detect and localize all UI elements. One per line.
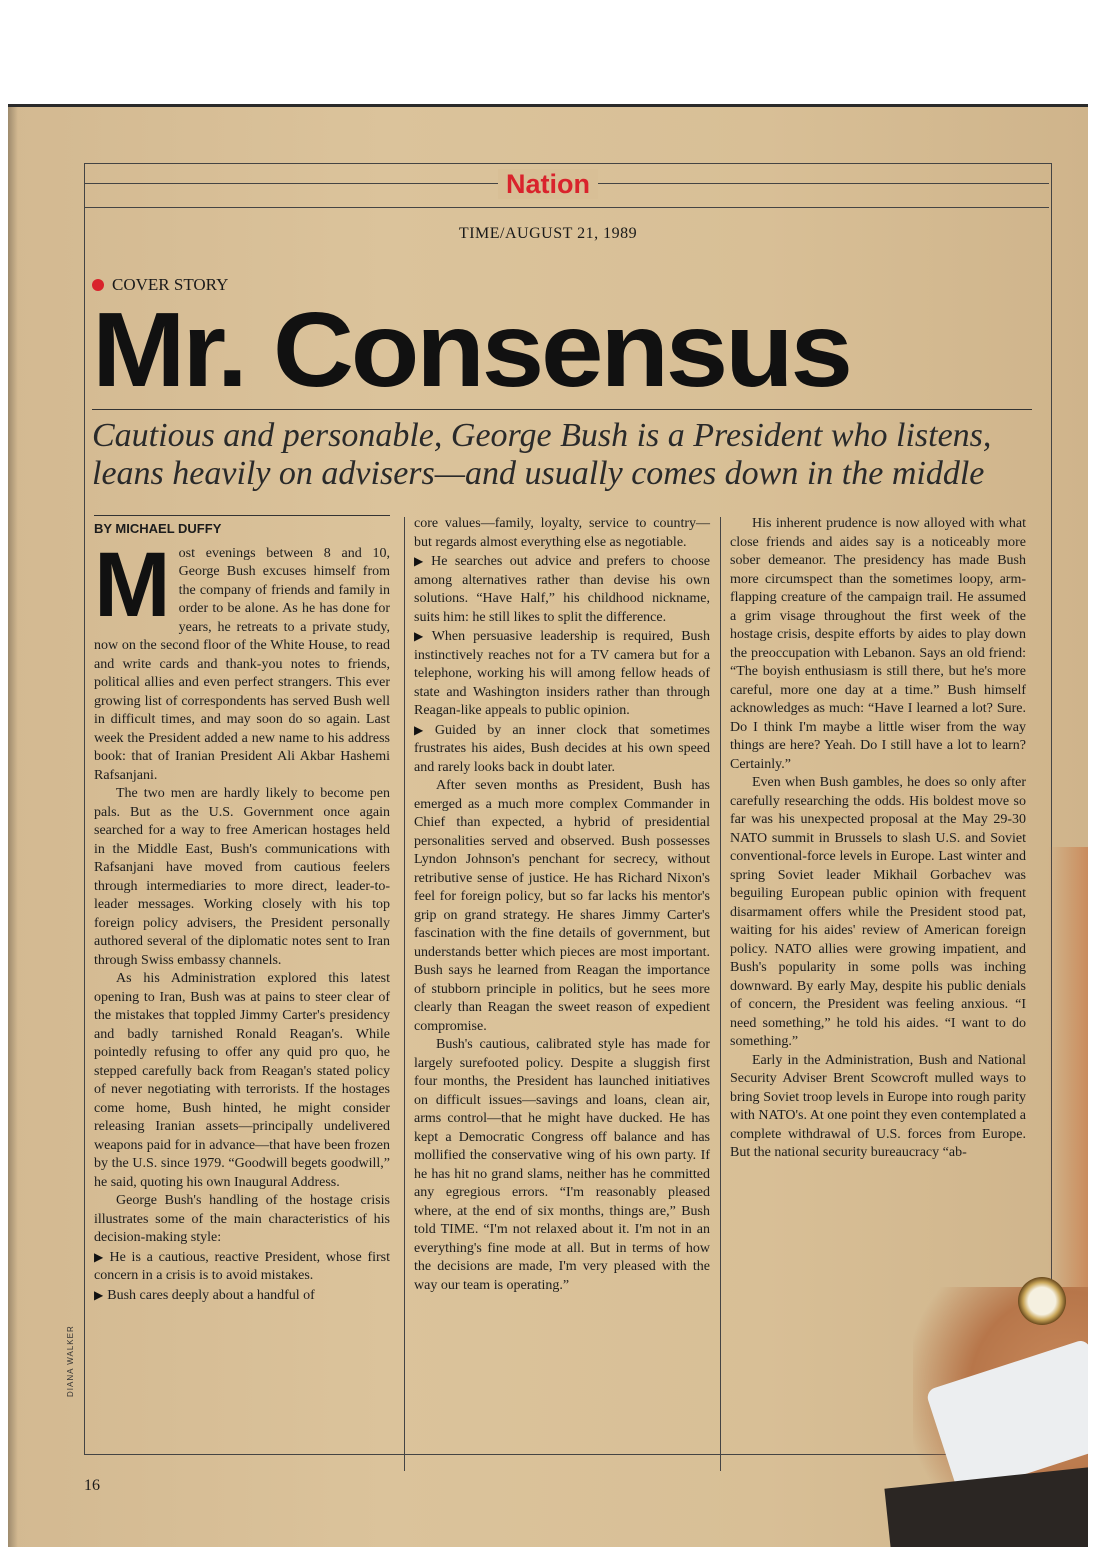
triangle-bullet-icon: ▶ [94, 1287, 104, 1302]
paragraph: His inherent prudence is now alloyed with what close friends and aides say is a noticeably more sober demeanor. The presidency has made Bush more circumspect than the sometimes loopy, arm-flapping creature of the campaign trail. He assumed a grim visage throughout the first week of the hostage crisis, despite efforts by aides to play down the preoccupation with Lebanon. Says an old friend: “The boyish enthusiasm is still there, but he's more careful, more one day at a time.” Bush himself acknowledges as much: “Have I learned a lot? Sure. Do I think I'm maybe a little wiser from the way things are here? Yeah. Do I still have a lot to learn? Certainly.” [730, 516, 1026, 772]
paragraph: core values—family, loyalty, service to country—but regards almost everything else as negotiable. [414, 516, 710, 550]
red-bullet-icon [92, 279, 104, 291]
bullet-text: He is a cautious, reactive President, whose first concern in a crisis is to avoid mistakes. [94, 1249, 390, 1283]
deck-rule [92, 409, 1032, 410]
drop-cap: M [94, 533, 171, 636]
deck-line-1: Cautious and personable, George Bush is a President who listens, [92, 417, 992, 454]
section-rule-bottom [85, 207, 1049, 208]
photo-credit: DIANA WALKER [66, 1325, 75, 1397]
column-separator [404, 517, 405, 1471]
paragraph: Bush's cautious, calibrated style has made for largely surefooted policy. Despite a sluggish first four months, the President has launched initiatives on difficult issues—savings and loans, clean air, arms control—that he might have ducked. He has kept a Democratic Congress off balance and has mollified the conservative wing of his own party. If he has hit no grand slams, neither has he committed any egregious errors. “I'm reasonably pleased where, at the end of six months, things are,” Bush told TIME. “I'm not relaxed about it. I'm not in an everything's fine mode at all. But in terms of how the decisions are made, I'm very pleased with the way our team is operating.” [414, 1037, 710, 1293]
bullet-item [414, 721, 710, 778]
triangle-bullet-icon: ▶ [414, 629, 428, 643]
column-separator [720, 517, 721, 1471]
paragraph: Early in the Administration, Bush and National Security Adviser Brent Scowcroft mulled ways to bring Soviet troop levels in Europe into rough parity with NATO's. At one point they even contemplated a complete withdrawal of U.S. forces from Europe. But the national security bureaucracy “ab- [730, 1052, 1026, 1160]
article-column-2 [414, 515, 710, 1295]
bullet-text: He searches out advice and prefers to choose among alternatives rather than devise his own solutions. “Have Half,” his childhood nickname, suits him: he still likes to split the difference. [414, 554, 710, 625]
byline-rule [94, 515, 390, 516]
paragraph: After seven months as President, Bush has emerged as a much more complex Commander in Chief than expected, a hybrid of presidential personalities served and observed. Bush possesses Lyndon Johnson's penchant for secrecy, without retributive sense of justice. He has Richard Nixon's feel for foreign policy, but so far lacks his mentor's grip on grand strategy. He shares Jimmy Carter's fascination with the fine details of government, but understands better which pieces are most important. Bush says he learned from Reagan the importance of stubborn principle in politics, but he sees more clearly than Reagan the sweet reason of expedient compromise. [414, 778, 710, 1034]
kicker-label: COVER STORY [112, 275, 229, 294]
magazine-page [8, 104, 1088, 1547]
section-header [8, 169, 1088, 200]
paragraph: The two men are hardly likely to become pen pals. But as the U.S. Government once again searched for a way to free American hostages held in the Middle East, Bush's communications with Rafsanjani have moved from cautious feelers through intermediaries to more direct, leader-to-leader messages. Working closely with his top foreign policy advisers, the President personally authored several of the diplomatic notes sent to Iran through Swiss embassy channels. [94, 786, 390, 968]
bullet-text: Bush cares deeply about a handful of [107, 1287, 315, 1303]
page-gutter-shadow [8, 107, 18, 1547]
headline: Mr. Consensus [92, 291, 850, 409]
bullet-item [94, 1248, 390, 1286]
paragraph [94, 533, 390, 786]
paragraph: George Bush's handling of the hostage crisis illustrates some of the main characteristics of his decision-making style: [94, 1193, 390, 1245]
cover-photo-edge [1048, 847, 1088, 1307]
deck [92, 417, 1052, 493]
bullet-text: When persuasive leadership is required, Bush instinctively reaches not for a TV camera but for a telephone, working his will among fellow heads of state and Washington insiders rather than through Reagan-like appeals to public opinion. [414, 629, 710, 718]
bullet-item [414, 627, 710, 721]
bullet-text: Guided by an inner clock that sometimes frustrates his aides, Bush decides at his own speed and rarely looks back in doubt later. [414, 722, 710, 775]
page-number: 16 [84, 1477, 100, 1494]
section-title: Nation [498, 169, 598, 199]
photo-wristwatch [1018, 1277, 1066, 1325]
deck-line-2: leans heavily on advisers—and usually comes down in the middle [92, 455, 985, 492]
triangle-bullet-icon: ▶ [94, 1249, 106, 1264]
triangle-bullet-icon: ▶ [414, 554, 428, 568]
paragraph-text: ost evenings between 8 and 10, George Bush excuses himself from the company of friends and family in order to be alone. As he has done for years, he retreats to a private study, now on the second floor of the White House, to read and write cards and thank-you notes to friends, political allies and even perfect strangers. This ever growing list of correspondents has served Bush well in difficult times, and may soon do so again. Last week the President added a new name to his address book: that of Iranian President Ali Akbar Hashemi Rafsanjani. [94, 545, 390, 783]
article-column-1 [94, 515, 390, 1305]
paragraph: As his Administration explored this latest opening to Iran, Bush was at pains to steer clear of the mistakes that toppled Jimmy Carter's presidency and badly tarnished Ronald Reagan's. While pointedly refusing to offer any quid pro quo, he stepped carefully back from Reagan's stated policy of never negotiating with terrorists. If the hostages come home, Bush hinted, he might consider releasing Iranian assets—principally undelivered weapons paid for in advance—that have been frozen by the U.S. since 1979. “Goodwill begets goodwill,” he said, quoting his own Inaugural Address. [94, 971, 390, 1190]
article-column-3 [730, 515, 1026, 1163]
bullet-item [414, 552, 710, 627]
byline: BY MICHAEL DUFFY [94, 521, 222, 536]
bullet-item [94, 1286, 390, 1306]
dateline: TIME/AUGUST 21, 1989 [458, 225, 638, 242]
triangle-bullet-icon: ▶ [414, 722, 431, 737]
paragraph: Even when Bush gambles, he does so only after carefully researching the odds. His boldest move so far was his unexpected proposal at the May 29-30 NATO summit in Brussels to slash U.S. and Soviet conventional-force levels in Europe. Last winter and spring Soviet leader Mikhail Gorbachev was beguiling European public opinion with frequent disarmament offers while the President stood pat, waiting for his aides' review of American foreign policy. NATO allies were growing impatient, and Bush's popularity in some polls was inching downward. By early May, despite his public denials of concern, the President was feeling anxious. “I need something,” he told his aides. “I want to do something.” [730, 775, 1026, 1049]
